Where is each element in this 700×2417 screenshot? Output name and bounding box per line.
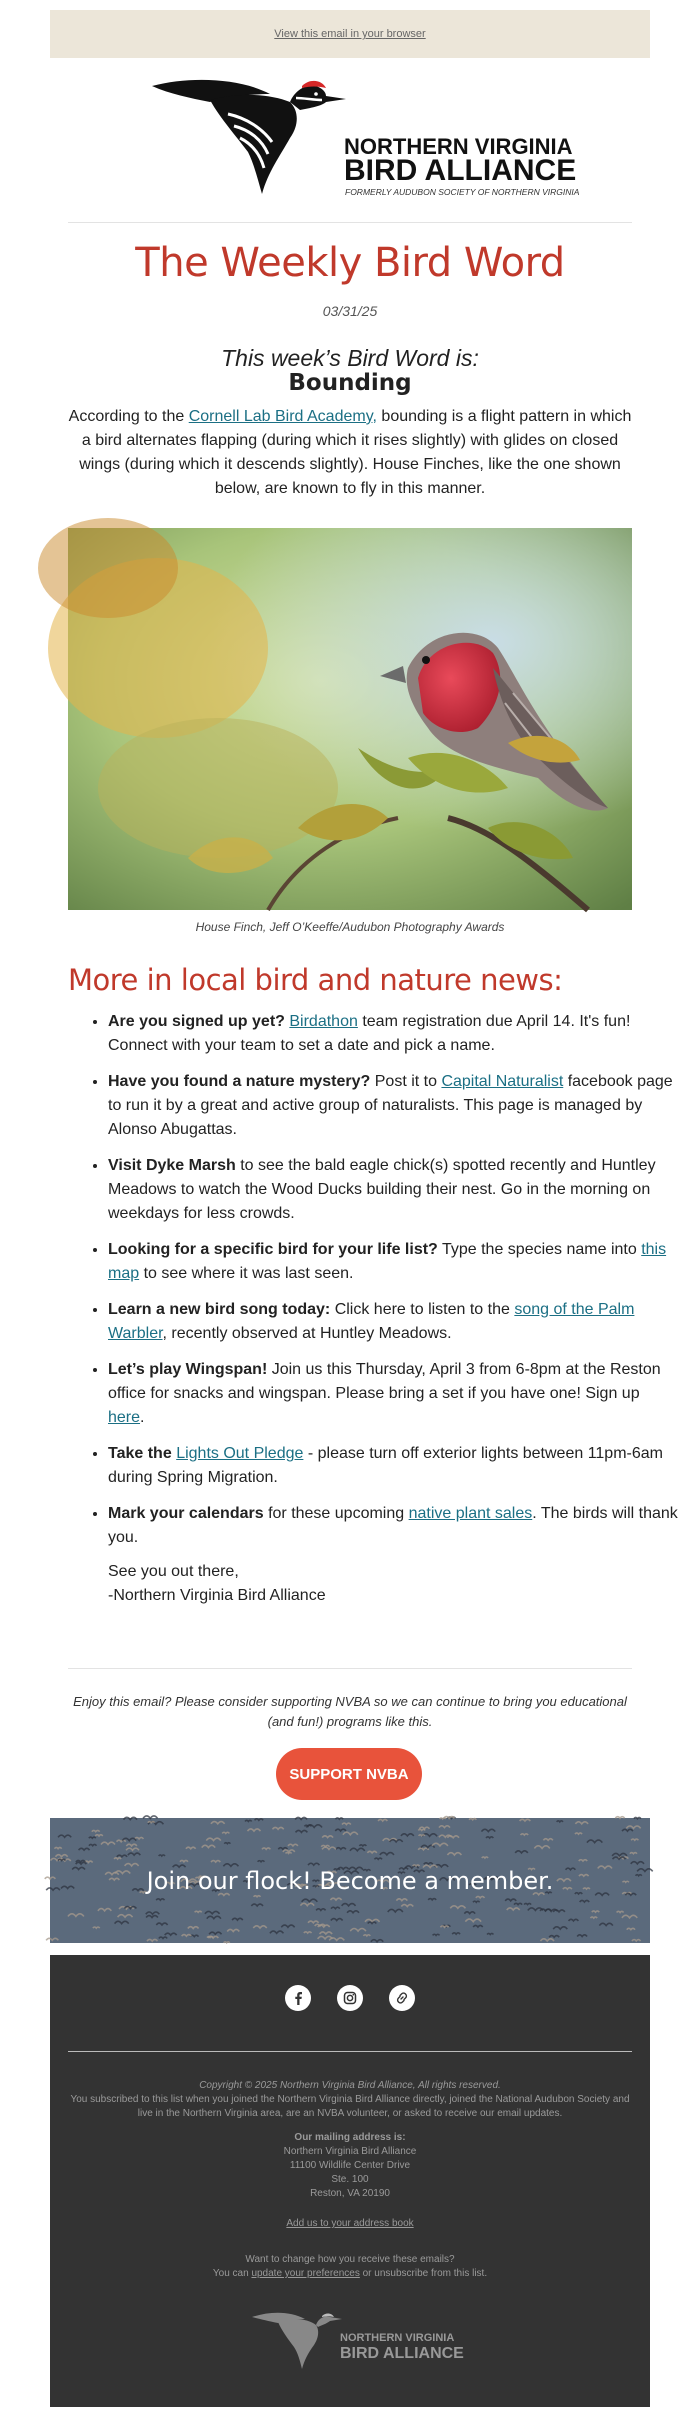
membership-text[interactable]: Join our flock! Become a member. [146, 1866, 554, 1895]
woodpecker-logo-icon [150, 72, 580, 200]
change-question: Want to change how you receive these emails? [245, 2254, 455, 2265]
update-preferences-link[interactable]: update your preferences [251, 2268, 360, 2279]
bird-word-description [68, 405, 632, 501]
subscription-reason: You subscribed to this list when you joined the Northern Virginia Bird Alliance directly, joined the National Audubon Society and live in the Northern Virginia area, are an NVBA volunteer, or asked to receive our email updates. [70, 2094, 630, 2119]
issue-date: 03/31/25 [322, 303, 378, 319]
news-item [108, 1010, 678, 1058]
news-item-lead: Learn a new bird song today: [108, 1301, 331, 1318]
news-item-link[interactable]: this map [108, 1241, 667, 1282]
instagram-icon[interactable] [337, 1985, 363, 2011]
news-list [68, 1010, 678, 1562]
desc-text: bounding is a flight pattern in which a bird alternates flapping (during which it rises slightly) with glides on closed wings (during which it descends slightly). House Finches, like the one shown below, are known to fly in this manner. [79, 408, 632, 497]
footer-woodpecker-icon [250, 2307, 464, 2371]
news-item-text: to see where it was last seen. [139, 1265, 354, 1282]
footer-logo [250, 2307, 464, 2371]
news-item [108, 1298, 678, 1346]
news-item-text: Join us this Thursday, April 3 from 6-8pm at the Reston office for snacks and wingspan. Please bring a set if you have one! Sign up [108, 1361, 661, 1402]
support-nvba-button[interactable]: SUPPORT NVBA [276, 1748, 422, 1800]
address-city: Reston, VA 20190 [310, 2188, 390, 2199]
bird-word: Bounding [288, 370, 412, 396]
bird-word-label: This week’s Bird Word is: [221, 345, 479, 371]
view-in-browser-link[interactable]: View this email in your browser [274, 28, 426, 40]
news-item-text: team registration due April 14. It's fun! Connect with your team to set a date and pick a name. [108, 1013, 631, 1054]
divider [68, 222, 632, 223]
logo-line2: BIRD ALLIANCE [344, 154, 577, 187]
news-item-lead: Have you found a nature mystery? [108, 1073, 371, 1090]
footer [50, 1955, 650, 2407]
change-options [50, 2267, 650, 2281]
news-item [108, 1238, 678, 1286]
nvba-logo[interactable] [150, 72, 580, 200]
news-item-link[interactable]: song of the Palm Warbler [108, 1301, 635, 1342]
address-book-wrap [50, 2217, 650, 2231]
address-street: 11100 Wildlife Center Drive [289, 2160, 411, 2171]
signoff-line: -Northern Virginia Bird Alliance [108, 1587, 326, 1604]
membership-banner[interactable] [50, 1818, 650, 1943]
logo-tagline: FORMERLY AUDUBON SOCIETY OF NORTHERN VIRGINIA [345, 187, 580, 197]
facebook-icon[interactable] [285, 1985, 311, 2011]
divider [68, 1668, 632, 1669]
news-item-lead: Are you signed up yet? [108, 1013, 285, 1030]
news-item-link[interactable]: here [108, 1409, 141, 1426]
signoff [108, 1560, 628, 1608]
news-item-text: Type the species name into [437, 1241, 642, 1258]
preheader-bar [50, 10, 650, 58]
change-text: You can [212, 2268, 252, 2279]
news-item-text: - please turn off exterior lights between 11pm-6am during Spring Migration. [108, 1445, 663, 1486]
news-item [108, 1358, 678, 1430]
newsletter-title: The Weekly Bird Word [135, 240, 565, 286]
footer-divider [68, 2051, 632, 2052]
news-item [108, 1154, 678, 1226]
unsubscribe-text[interactable]: or unsubscribe from this list. [359, 2268, 488, 2279]
news-item-text: facebook page to run it by a great and active group of naturalists. This page is managed by Alonso Abugattas. [108, 1073, 673, 1138]
news-item-lead: Mark your calendars [108, 1505, 264, 1522]
news-heading: More in local bird and nature news: [68, 963, 563, 997]
address-org: Northern Virginia Bird Alliance [283, 2146, 417, 2157]
news-item [108, 1442, 678, 1490]
social-links [50, 1985, 650, 2011]
address-book-link[interactable]: Add us to your address book [286, 2218, 414, 2229]
news-item-text: Post it to [370, 1073, 442, 1090]
news-item-text: Click here to listen to the [330, 1301, 515, 1318]
news-item-text: for these upcoming [263, 1505, 409, 1522]
signoff-line: See you out there, [108, 1563, 239, 1580]
news-item-link[interactable]: Birdathon [289, 1013, 358, 1030]
logo-line1: NORTHERN VIRGINIA [344, 134, 573, 159]
news-item [108, 1502, 678, 1550]
news-item-lead: Visit Dyke Marsh [108, 1157, 236, 1174]
news-item-link[interactable]: Lights Out Pledge [176, 1445, 304, 1462]
link-icon[interactable] [389, 1985, 415, 2011]
footer-logo-line1: NORTHERN VIRGINIA [340, 2332, 455, 2344]
copyright: Copyright © 2025 Northern Virginia Bird Alliance, All rights reserved. [199, 2080, 501, 2091]
photo-caption: House Finch, Jeff O’Keeffe/Audubon Photography Awards [195, 920, 505, 934]
address-suite: Ste. 100 [331, 2174, 369, 2185]
news-item-text: to see the bald eagle chick(s) spotted recently and Huntley Meadows to watch the Wood Ducks building their nest. Go in the morning on weekdays for less crowds. [108, 1157, 656, 1222]
news-item-text: , recently observed at Huntley Meadows. [162, 1325, 452, 1342]
news-item-lead: Take the [108, 1445, 172, 1462]
desc-text: According to the [68, 408, 189, 425]
news-item-lead: Let’s play Wingspan! [108, 1361, 268, 1378]
news-item-link[interactable]: Capital Naturalist [441, 1073, 564, 1090]
news-item [108, 1070, 678, 1142]
news-item-text: . The birds will thank you. [108, 1505, 678, 1546]
footer-logo-line2: BIRD ALLIANCE [340, 2345, 464, 2362]
mailing-label: Our mailing address is: [294, 2132, 406, 2143]
news-item-lead: Looking for a specific bird for your life list? [108, 1241, 438, 1258]
support-message: Enjoy this email? Please consider supporting NVBA so we can continue to bring you educational (and fun!) programs like this. [73, 1694, 627, 1729]
news-item-link[interactable]: native plant sales [408, 1505, 533, 1522]
news-item-text: . [140, 1409, 145, 1426]
house-finch-photo [68, 528, 632, 910]
cornell-lab-link[interactable]: Cornell Lab Bird Academy, [188, 408, 377, 425]
